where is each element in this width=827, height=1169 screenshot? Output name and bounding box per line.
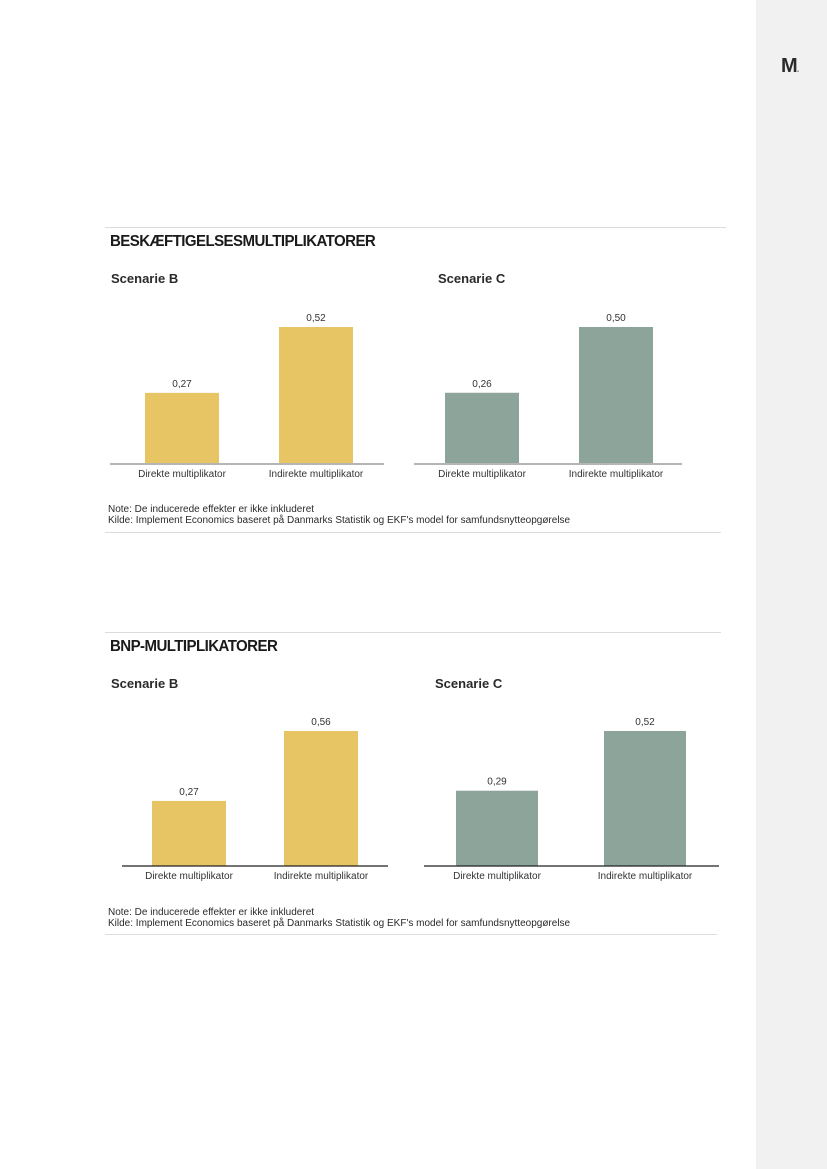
chart-subtitle: Scenarie B: [111, 271, 179, 286]
category-label: Indirekte multiplikator: [597, 871, 693, 882]
bar-chart-scenario-c-employment: [412, 305, 686, 485]
bar: [445, 393, 519, 464]
chart-note: Note: De inducerede effekter er ikke inkluderet: [108, 907, 315, 918]
category-label: Direkte multiplikator: [453, 871, 541, 882]
data-label: 0,27: [179, 786, 199, 798]
category-label: Direkte multiplikator: [138, 469, 226, 480]
section-title: BNP-MULTIPLIKATORER: [110, 638, 278, 655]
bar: [152, 801, 226, 866]
section-1-bottom-rule: [105, 532, 721, 533]
section-2-top-rule: [105, 632, 721, 633]
chart-subtitle: Scenarie C: [435, 676, 503, 691]
data-label: 0,56: [311, 717, 331, 728]
right-margin-panel: [756, 0, 827, 1169]
bar: [604, 731, 686, 866]
bar: [279, 327, 353, 464]
category-label: Direkte multiplikator: [145, 871, 233, 882]
section-2-bottom-rule: [105, 934, 717, 935]
data-label: 0,29: [487, 776, 507, 788]
bar: [456, 791, 538, 866]
data-label: 0,52: [306, 313, 326, 324]
bar: [579, 327, 653, 464]
category-label: Indirekte multiplikator: [273, 871, 369, 882]
chart-note: Note: De inducerede effekter er ikke inkluderet: [108, 504, 315, 515]
chart-source: Kilde: Implement Economics baseret på Danmarks Statistik og EKF's model for samfundsnytteopgørelse: [108, 918, 571, 929]
chart-subtitle: Scenarie B: [111, 676, 179, 691]
data-label: 0,50: [606, 313, 626, 324]
data-label: 0,52: [635, 717, 655, 728]
data-label: 0,26: [472, 378, 492, 390]
bar: [284, 731, 358, 866]
chart-subtitle: Scenarie C: [438, 271, 506, 286]
brand-logo: M.: [781, 55, 799, 77]
bar: [145, 393, 219, 464]
category-label: Direkte multiplikator: [438, 469, 526, 480]
bar-chart-scenario-b-gdp: [122, 710, 389, 888]
bar-chart-scenario-b-employment: [110, 305, 390, 485]
bar-chart-scenario-c-gdp: [424, 710, 720, 888]
data-label: 0,27: [172, 378, 192, 390]
section-1-top-rule: [105, 227, 726, 228]
category-label: Indirekte multiplikator: [568, 469, 664, 480]
chart-source: Kilde: Implement Economics baseret på Danmarks Statistik og EKF's model for samfundsnytteopgørelse: [108, 515, 571, 526]
section-title: BESKÆFTIGELSESMULTIPLIKATORER: [110, 233, 376, 250]
category-label: Indirekte multiplikator: [268, 469, 364, 480]
